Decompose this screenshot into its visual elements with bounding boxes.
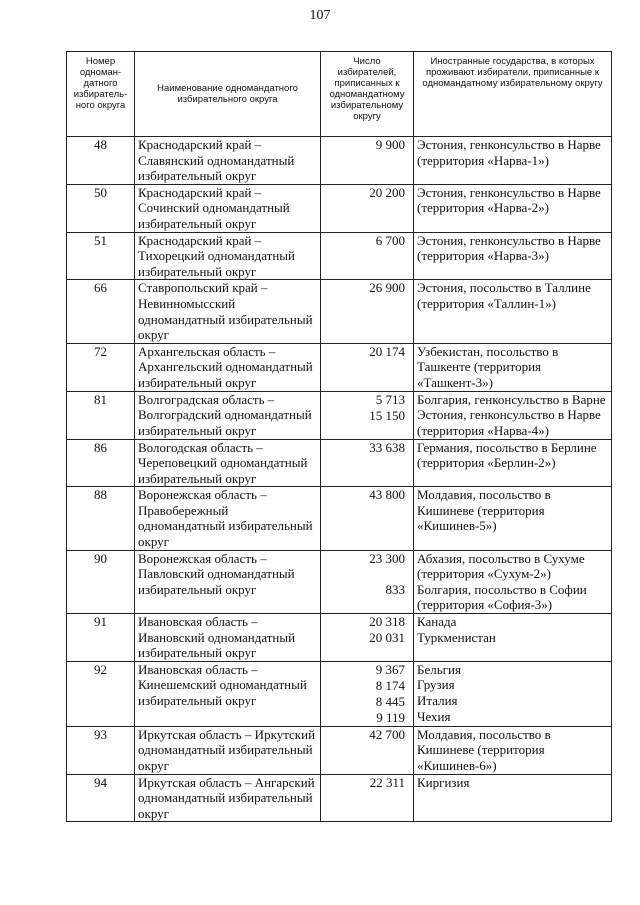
- voters-cell: [321, 137, 414, 185]
- district-name: Краснодарский край – Сочинский одномандатный избирательный округ: [135, 184, 321, 232]
- table-row: [67, 487, 612, 550]
- country-entry: Абхазия, посольство в Сухуме (территория «Сухум-2»): [417, 550, 585, 582]
- voters-cell: [321, 661, 414, 726]
- countries-cell: [414, 661, 612, 726]
- voters-count: 9 119: [376, 709, 405, 725]
- country-entry: Киргизия: [417, 774, 470, 790]
- table-row: [67, 439, 612, 487]
- voters-cell: [321, 774, 414, 822]
- voters-cell: [321, 550, 414, 613]
- table-row: [67, 184, 612, 232]
- country-entry: Эстония, посольство в Таллине (территория «Таллин-1»): [417, 280, 591, 311]
- countries-cell: [414, 487, 612, 550]
- voters-cell: [321, 614, 414, 662]
- country-entry: Молдавия, посольство в Кишиневе (территория «Кишинев-6»): [417, 726, 551, 773]
- voters-count: 43 800: [369, 487, 405, 503]
- voters-count: 9 900: [375, 137, 405, 152]
- header-countries: Иностранные государства, в которых проживают избиратели, приписанные к одномандатному избирательному округу: [414, 52, 612, 137]
- countries-cell: [414, 439, 612, 487]
- table-row: [67, 774, 612, 822]
- voters-count: 8 174: [375, 677, 405, 693]
- district-name: Краснодарский край – Тихорецкий одномандатный избирательный округ: [135, 232, 321, 280]
- table-row: [67, 280, 612, 343]
- table-header-row: [67, 52, 612, 137]
- table-row: [67, 550, 612, 613]
- district-name: Ивановская область – Кинешемский одномандатный избирательный округ: [135, 661, 321, 726]
- table-row: [67, 137, 612, 185]
- district-number: 92: [67, 661, 135, 726]
- table-row: [67, 726, 612, 774]
- header-voters: Число избирателей, приписанных к одномандатному избирательному округу: [321, 52, 414, 137]
- country-entry: Эстония, генконсульство в Нарве (территория «Нарва-1»): [417, 137, 601, 168]
- district-number: 51: [67, 232, 135, 280]
- table-row: [67, 232, 612, 280]
- voters-count: 6 700: [375, 232, 405, 248]
- countries-cell: [414, 550, 612, 613]
- district-number: 94: [67, 774, 135, 822]
- district-name: Ставропольский край – Невинномысский одномандатный избирательный округ: [135, 280, 321, 343]
- countries-cell: [414, 232, 612, 280]
- district-number: 93: [67, 726, 135, 774]
- voters-count: 26 900: [369, 280, 405, 296]
- country-entry: Италия: [417, 693, 458, 708]
- district-number: 81: [67, 391, 135, 439]
- header-name: Наименование одномандатного избирательного округа: [135, 52, 321, 137]
- header-number: Номер одноман-датного избиратель-ного округа: [67, 52, 135, 137]
- country-entry: Эстония, генконсульство в Нарве (территория «Нарва-4»): [417, 407, 601, 438]
- country-entry: Бельгия: [417, 661, 461, 677]
- table-row: [67, 661, 612, 726]
- voters-cell: [321, 391, 414, 439]
- voters-count: 23 300: [369, 550, 405, 566]
- voters-cell: [321, 232, 414, 280]
- district-name: Иркутская область – Ангарский одномандатный избирательный округ: [135, 774, 321, 822]
- countries-cell: [414, 774, 612, 822]
- table-row: [67, 343, 612, 391]
- district-number: 90: [67, 550, 135, 613]
- district-number: 91: [67, 614, 135, 662]
- country-entry: Туркменистан: [417, 629, 496, 645]
- voters-cell: [321, 184, 414, 232]
- table-row: [67, 391, 612, 439]
- country-entry: Эстония, генконсульство в Нарве (территория «Нарва-3»): [417, 232, 601, 264]
- district-number: 50: [67, 184, 135, 232]
- district-name: Краснодарский край – Славянский одномандатный избирательный округ: [135, 137, 321, 185]
- voters-count: 20 200: [369, 184, 405, 200]
- country-entry: Канада: [417, 614, 457, 630]
- countries-cell: [414, 726, 612, 774]
- countries-cell: [414, 280, 612, 343]
- countries-cell: [414, 343, 612, 391]
- district-number: 88: [67, 487, 135, 550]
- country-entry: Чехия: [417, 708, 451, 724]
- voters-count: 9 367: [375, 661, 405, 677]
- voters-cell: [321, 487, 414, 550]
- voters-count: 20 318: [369, 614, 405, 630]
- voters-cell: [321, 726, 414, 774]
- district-name: Архангельская область – Архангельский одномандатный избирательный округ: [135, 343, 321, 391]
- table-body: [67, 137, 612, 822]
- district-number: 86: [67, 439, 135, 487]
- country-entry: Болгария, генконсульство в Варне: [417, 391, 606, 407]
- district-name: Воронежская область – Павловский одномандатный избирательный округ: [135, 550, 321, 613]
- voters-cell: [321, 343, 414, 391]
- districts-table: [66, 51, 612, 822]
- countries-cell: [414, 614, 612, 662]
- country-entry: Молдавия, посольство в Кишиневе (территория «Кишинев-5»): [417, 487, 551, 534]
- voters-count: 5 713: [375, 391, 405, 407]
- voters-count: 22 311: [369, 774, 405, 790]
- country-entry: Эстония, генконсульство в Нарве (территория «Нарва-2»): [417, 184, 601, 216]
- country-entry: Грузия: [417, 677, 455, 693]
- voters-count: 15 150: [369, 407, 405, 423]
- voters-count: 33 638: [369, 439, 405, 455]
- country-entry: Болгария, посольство в Софии (территория «София-3»): [417, 581, 587, 613]
- table-row: [67, 614, 612, 662]
- district-name: Иркутская область – Иркутский одномандатный избирательный округ: [135, 726, 321, 774]
- voters-count: 20 174: [369, 343, 405, 359]
- district-name: Вологодская область – Череповецкий одномандатный избирательный округ: [135, 439, 321, 487]
- voters-count: 8 445: [375, 693, 405, 709]
- country-entry: Германия, посольство в Берлине (территория «Берлин-2»): [417, 439, 597, 471]
- countries-cell: [414, 137, 612, 185]
- district-name: Волгоградская область – Волгоградский одномандатный избирательный округ: [135, 391, 321, 439]
- district-number: 72: [67, 343, 135, 391]
- district-number: 66: [67, 280, 135, 343]
- district-number: 48: [67, 137, 135, 185]
- country-entry: Узбекистан, посольство в Ташкенте (территория «Ташкент-3»): [417, 343, 559, 390]
- voters-count: 42 700: [369, 726, 405, 742]
- voters-count: 833: [385, 581, 405, 597]
- district-name: Воронежская область – Правобережный одномандатный избирательный округ: [135, 487, 321, 550]
- district-name: Ивановская область – Ивановский одномандатный избирательный округ: [135, 614, 321, 662]
- page-number: 107: [309, 8, 331, 23]
- voters-cell: [321, 280, 414, 343]
- voters-count: 20 031: [369, 630, 405, 646]
- countries-cell: [414, 184, 612, 232]
- voters-cell: [321, 439, 414, 487]
- countries-cell: [414, 391, 612, 439]
